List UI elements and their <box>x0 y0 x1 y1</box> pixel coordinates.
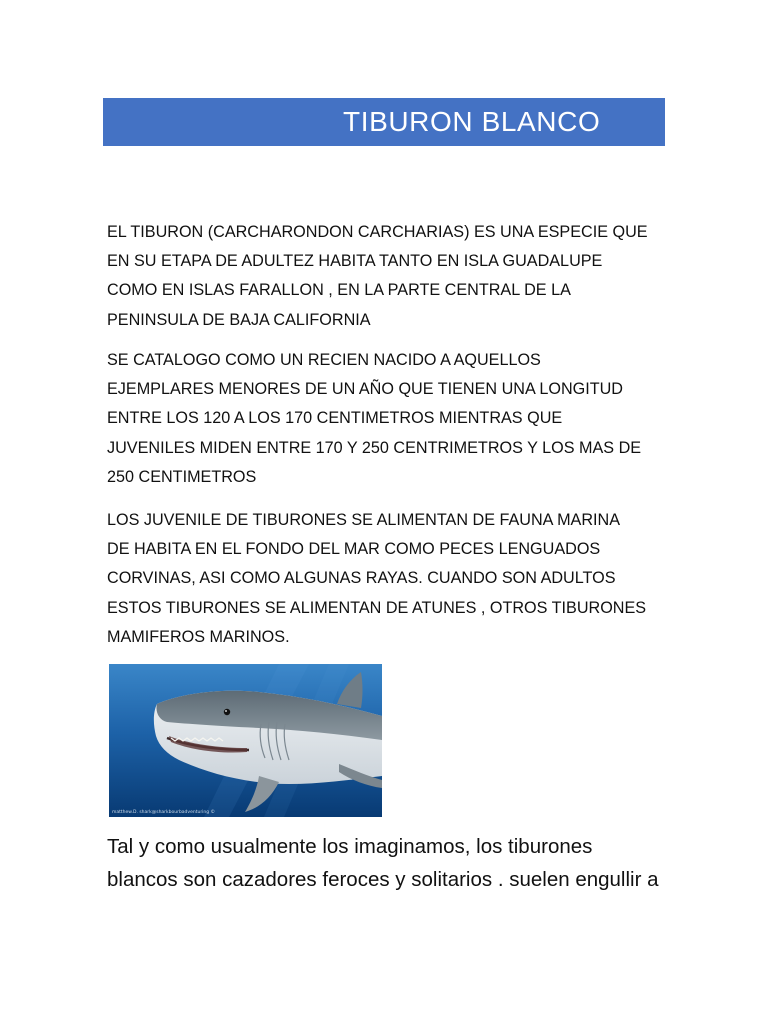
text-line: EJEMPLARES MENORES DE UN AÑO QUE TIENEN UNA LONGITUD <box>107 380 623 399</box>
text-line: LOS JUVENILE DE TIBURONES SE ALIMENTAN DE FAUNA MARINA <box>107 511 621 529</box>
paragraph-size-classes <box>107 346 667 492</box>
paragraph-closing <box>107 830 667 896</box>
text-line: PENINSULA DE BAJA CALIFORNIA <box>107 310 371 329</box>
paragraph-diet <box>107 506 667 652</box>
text-line: SE CATALOGO COMO UN RECIEN NACIDO A AQUELLOS <box>107 351 541 369</box>
text-line: CORVINAS, ASI COMO ALGUNAS RAYAS. CUANDO SON ADULTOS <box>107 569 616 588</box>
text-line: 250 CENTIMETROS <box>107 467 257 486</box>
text-line: JUVENILES MIDEN ENTRE 170 Y 250 CENTRIMETROS Y LOS MAS DE <box>107 438 642 457</box>
document-title: TIBURON BLANCO <box>343 106 601 137</box>
photo-credit: matthew.D. shark@sharkbourbadventuring © <box>112 810 216 815</box>
shark-photo <box>109 664 382 817</box>
text-line: Tal y como usualmente los imaginamos, los tiburones <box>107 835 593 858</box>
text-line: ENTRE LOS 120 A LOS 170 CENTIMETROS MIENTRAS QUE <box>107 409 563 428</box>
text-line: DE HABITA EN EL FONDO DEL MAR COMO PECES LENGUADOS <box>107 540 601 559</box>
text-line: EL TIBURON (CARCHARONDON CARCHARIAS) ES UNA ESPECIE QUE <box>107 223 648 241</box>
text-line: ESTOS TIBURONES SE ALIMENTAN DE ATUNES , OTROS TIBURONES <box>107 598 647 617</box>
text-line: EN SU ETAPA DE ADULTEZ HABITA TANTO EN ISLA GUADALUPE <box>107 252 603 271</box>
text-line: MAMIFEROS MARINOS. <box>107 627 290 646</box>
text-line: blancos son cazadores feroces y solitarios . suelen engullir a <box>107 868 659 891</box>
paragraph-habitat <box>107 218 667 335</box>
text-line: COMO EN ISLAS FARALLON , EN LA PARTE CENTRAL DE LA <box>107 281 571 300</box>
title-banner <box>103 98 665 146</box>
